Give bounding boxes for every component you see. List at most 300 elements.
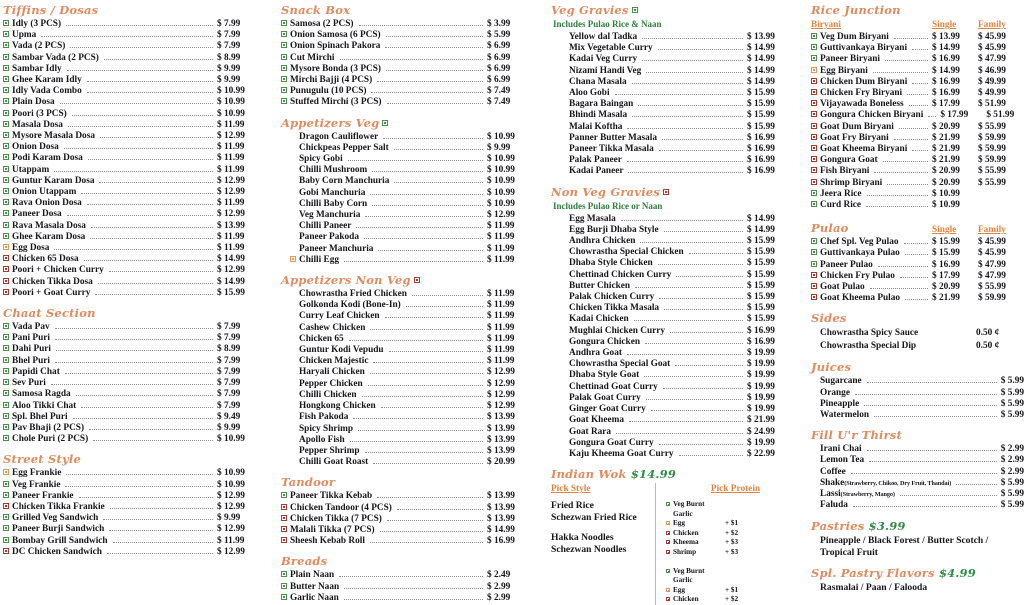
menu-item[interactable] — [551, 66, 793, 77]
veg-marker-icon — [3, 379, 9, 385]
item-price: $ 12.99 — [217, 265, 245, 276]
protein-name: Chicken — [673, 595, 699, 604]
menu-item[interactable] — [551, 144, 793, 155]
menu-item[interactable] — [551, 337, 793, 348]
menu-item[interactable] — [281, 401, 533, 412]
menu-item[interactable] — [811, 388, 1024, 399]
item-name: Goat Rara — [569, 426, 612, 437]
menu-item[interactable] — [3, 367, 263, 378]
menu-item[interactable] — [551, 427, 793, 438]
leader-dots — [66, 474, 213, 475]
menu-item[interactable] — [551, 122, 793, 133]
menu-item[interactable] — [811, 88, 1024, 99]
nonveg-marker-icon — [666, 550, 670, 554]
menu-item[interactable] — [3, 187, 263, 198]
section-title-pastries — [811, 520, 1024, 533]
menu-item[interactable] — [3, 41, 263, 52]
menu-item[interactable] — [3, 480, 263, 491]
leader-dots — [344, 588, 483, 589]
section-title-fill-ur-thirst: Fill U'r Thirst — [811, 428, 903, 443]
wok-protein-option[interactable] — [666, 586, 805, 596]
menu-item[interactable] — [811, 455, 1024, 466]
item-list-chaat — [3, 322, 275, 445]
menu-item[interactable] — [551, 370, 793, 381]
item-price-family: $ 55.99 — [978, 177, 1006, 188]
menu-item[interactable] — [811, 110, 1024, 121]
blank-marker-icon — [290, 200, 296, 206]
veg-marker-icon — [281, 76, 287, 82]
item-price-single: $ 10.99 — [932, 188, 960, 199]
menu-item[interactable] — [281, 356, 533, 367]
menu-item[interactable] — [281, 424, 533, 435]
nonveg-marker-icon — [281, 504, 287, 510]
menu-item[interactable] — [811, 467, 1024, 478]
menu-item[interactable] — [281, 53, 533, 64]
menu-item[interactable] — [551, 270, 793, 281]
menu-item[interactable] — [811, 54, 1024, 65]
menu-item[interactable] — [3, 288, 263, 299]
menu-item[interactable] — [551, 258, 793, 269]
menu-item[interactable] — [281, 41, 533, 52]
menu-item[interactable] — [281, 593, 533, 604]
menu-item[interactable] — [551, 292, 793, 303]
wok-style-option[interactable]: Schezwan Fried Rice — [551, 511, 637, 523]
item-price: $ 10.99 — [487, 131, 515, 142]
egg-marker-icon — [290, 256, 296, 262]
menu-item[interactable] — [281, 244, 533, 255]
menu-item[interactable] — [811, 66, 1024, 77]
menu-item[interactable] — [281, 345, 533, 356]
menu-item[interactable] — [3, 131, 263, 142]
menu-item[interactable] — [3, 53, 263, 64]
item-price: $ 10.99 — [217, 86, 245, 97]
item-price: $ 19.99 — [747, 370, 775, 381]
leader-dots — [638, 105, 743, 106]
leader-dots — [378, 250, 483, 251]
leader-dots — [41, 36, 213, 37]
menu-item[interactable] — [551, 225, 793, 236]
nonveg-marker-icon — [3, 255, 9, 261]
wok-style-option[interactable]: Schezwan Noodles — [551, 543, 627, 555]
veg-marker-icon — [666, 569, 670, 573]
menu-item[interactable] — [281, 210, 533, 221]
leader-dots — [90, 238, 213, 239]
leader-dots — [634, 320, 743, 321]
menu-item[interactable] — [551, 415, 793, 426]
wok-protein-option[interactable] — [666, 529, 805, 539]
item-price: $ 6.99 — [487, 63, 511, 74]
menu-item[interactable] — [551, 314, 793, 325]
menu-item[interactable] — [3, 524, 263, 535]
veg-marker-icon — [3, 537, 9, 543]
menu-item[interactable] — [3, 513, 263, 524]
menu-item[interactable] — [3, 265, 263, 276]
item-variants: (Strawberry, Mango) — [840, 491, 895, 499]
menu-item[interactable] — [3, 165, 263, 176]
menu-item[interactable] — [3, 109, 263, 120]
blank-marker-icon — [560, 248, 566, 254]
menu-item[interactable] — [281, 86, 533, 97]
leader-dots — [87, 204, 213, 205]
menu-item[interactable] — [3, 64, 263, 75]
menu-item[interactable] — [811, 144, 1024, 155]
menu-item[interactable] — [281, 536, 533, 547]
blank-marker-icon — [560, 259, 566, 265]
leader-dots — [912, 49, 928, 50]
leader-dots — [659, 150, 743, 151]
menu-item[interactable] — [551, 393, 793, 404]
menu-item[interactable] — [811, 271, 1024, 282]
menu-item[interactable] — [3, 277, 263, 288]
menu-item[interactable] — [551, 77, 793, 88]
item-name: Grilled Veg Sandwich — [12, 513, 99, 524]
menu-item[interactable] — [551, 247, 793, 258]
menu-item[interactable] — [551, 99, 793, 110]
egg-marker-icon — [666, 588, 670, 592]
wok-protein-option[interactable] — [666, 519, 805, 529]
menu-item[interactable] — [811, 99, 1024, 110]
menu-item[interactable] — [281, 491, 533, 502]
menu-item[interactable] — [811, 478, 1024, 489]
item-name: Rava Onion Dosa — [12, 198, 82, 209]
item-price: $ 11.99 — [217, 198, 245, 209]
menu-item[interactable] — [281, 514, 533, 525]
menu-item[interactable] — [3, 536, 263, 547]
menu-item[interactable] — [551, 236, 793, 247]
menu-item[interactable] — [3, 19, 263, 30]
leader-dots — [98, 283, 213, 284]
menu-item[interactable] — [3, 243, 263, 254]
menu-item[interactable] — [811, 237, 1024, 248]
section-label: Non Veg Gravies — [551, 184, 660, 199]
leader-dots — [873, 72, 928, 73]
menu-item[interactable] — [3, 401, 263, 412]
item-price: $ 15.99 — [747, 88, 775, 99]
item-price: 0.50 ¢ — [976, 341, 1000, 352]
menu-item[interactable] — [551, 54, 793, 65]
menu-item[interactable] — [3, 75, 263, 86]
item-price: $ 11.99 — [487, 322, 515, 333]
blank-marker-icon — [290, 245, 296, 251]
item-name: Paneer Burji Sandwich — [12, 524, 105, 535]
menu-item[interactable] — [281, 64, 533, 75]
leader-dots — [65, 373, 213, 374]
section-title-tandoor: Tandoor — [281, 475, 336, 490]
menu-item[interactable] — [551, 449, 793, 460]
item-price: $ 9.49 — [217, 411, 241, 422]
menu-item[interactable] — [281, 232, 533, 243]
menu-item[interactable] — [281, 188, 533, 199]
wok-protein-option[interactable] — [666, 548, 805, 558]
blank-marker-icon — [290, 189, 296, 195]
wok-protein-option[interactable] — [666, 595, 805, 605]
leader-dots — [353, 418, 483, 419]
menu-item[interactable] — [281, 97, 533, 108]
menu-item[interactable] — [3, 30, 263, 41]
menu-item[interactable] — [811, 122, 1024, 133]
menu-item[interactable] — [3, 434, 263, 445]
menu-item[interactable] — [551, 110, 793, 121]
wok-protein-option[interactable] — [666, 538, 805, 548]
item-name: Orange — [820, 387, 850, 398]
menu-item[interactable] — [281, 132, 533, 143]
leader-dots — [867, 382, 997, 383]
menu-item[interactable] — [3, 176, 263, 187]
item-name: Chilli Chicken — [299, 389, 357, 400]
nonveg-marker-icon — [3, 266, 9, 272]
protein-upcharge: + $3 — [725, 538, 739, 547]
menu-item[interactable] — [281, 503, 533, 514]
item-name: Paneer Biryani — [820, 54, 880, 65]
menu-item[interactable] — [281, 334, 533, 345]
item-price-family: $ 59.99 — [978, 132, 1006, 143]
menu-item[interactable] — [551, 43, 793, 54]
veg-gravies-note: Includes Pulao Rice & Naan — [553, 19, 662, 29]
leader-dots — [110, 508, 213, 509]
item-name: Samosa Ragda — [12, 389, 71, 400]
item-price: $ 12.99 — [217, 501, 245, 512]
item-name: Andhra Chicken — [569, 236, 636, 247]
menu-item[interactable] — [281, 255, 533, 266]
item-name: Paneer Tikka Masala — [569, 144, 654, 155]
item-price: $ 11.99 — [217, 535, 245, 546]
item-price: $ 11.99 — [487, 221, 515, 232]
item-name: Egg Frankie — [12, 468, 62, 479]
blank-marker-icon — [560, 145, 566, 151]
menu-item[interactable] — [551, 303, 793, 314]
item-name: Chettinad Chicken Curry — [569, 269, 672, 280]
leader-dots — [658, 49, 743, 50]
menu-item[interactable] — [811, 376, 1024, 387]
item-price-family: $ 51.99 — [978, 99, 1006, 110]
blank-marker-icon — [290, 402, 296, 408]
menu-item[interactable] — [3, 198, 263, 209]
menu-item[interactable] — [3, 389, 263, 400]
menu-item[interactable] — [811, 282, 1024, 293]
menu-item[interactable] — [551, 382, 793, 393]
menu-item[interactable] — [811, 189, 1024, 200]
wok-protein-option[interactable] — [666, 567, 805, 586]
leader-dots — [389, 351, 483, 352]
menu-item[interactable] — [811, 248, 1024, 259]
blank-marker-icon — [560, 78, 566, 84]
menu-item[interactable] — [551, 32, 793, 43]
menu-item[interactable] — [551, 88, 793, 99]
spacer — [551, 523, 649, 532]
menu-item[interactable] — [3, 333, 263, 344]
menu-item[interactable] — [281, 323, 533, 334]
leader-dots — [887, 184, 928, 185]
menu-item[interactable] — [281, 582, 533, 593]
item-list-biryani — [811, 32, 1024, 211]
menu-item[interactable] — [281, 412, 533, 423]
menu-item[interactable] — [811, 32, 1024, 43]
veg-marker-icon — [3, 20, 9, 26]
menu-item[interactable] — [811, 444, 1024, 455]
item-price: $ 10.99 — [217, 468, 245, 479]
menu-item[interactable] — [3, 142, 263, 153]
menu-item[interactable] — [551, 214, 793, 225]
blank-marker-icon — [560, 134, 566, 140]
menu-item[interactable] — [811, 166, 1024, 177]
wok-style-option[interactable]: Hakka Noodles — [551, 532, 614, 544]
item-name: Pepper Chicken — [299, 378, 363, 389]
veg-marker-icon — [3, 334, 9, 340]
leader-dots — [54, 171, 213, 172]
menu-item[interactable] — [281, 143, 533, 154]
menu-item[interactable] — [281, 199, 533, 210]
leader-dots — [81, 407, 213, 408]
wok-protein-option[interactable] — [666, 500, 805, 519]
menu-item[interactable] — [281, 289, 533, 300]
veg-marker-icon — [281, 31, 287, 37]
item-name: Malali Tikka (7 PCS) — [290, 524, 375, 535]
pastries-flavors: Pineapple / Black Forest / Butter Scotch / Tropical Fruit — [820, 534, 989, 558]
menu-item[interactable] — [3, 232, 263, 243]
menu-column-2 — [275, 0, 545, 603]
menu-item[interactable] — [281, 154, 533, 165]
leader-dots — [385, 317, 483, 318]
menu-item[interactable] — [551, 166, 793, 177]
menu-item[interactable] — [3, 491, 263, 502]
item-name: Aloo Gobi — [569, 88, 610, 99]
menu-item[interactable] — [3, 86, 263, 97]
item-price: $ 6.99 — [487, 41, 511, 52]
blank-marker-icon — [560, 439, 566, 445]
item-name: Chicken Tikka Masala — [569, 303, 660, 314]
leader-dots — [87, 81, 213, 82]
menu-item[interactable] — [3, 502, 263, 513]
blank-marker-icon — [560, 226, 566, 232]
veg-marker-icon — [281, 54, 287, 60]
menu-item[interactable] — [281, 379, 533, 390]
menu-item[interactable] — [3, 120, 263, 131]
menu-item[interactable] — [3, 547, 263, 558]
spl-pastry-price: $4.99 — [938, 565, 976, 580]
menu-item[interactable] — [551, 404, 793, 415]
leader-dots — [344, 599, 483, 600]
item-name: Mysore Masala Dosa — [12, 131, 95, 142]
menu-item[interactable] — [811, 43, 1024, 54]
leader-dots — [107, 553, 213, 554]
blank-marker-icon — [290, 413, 296, 419]
menu-item[interactable] — [281, 19, 533, 30]
blank-marker-icon — [290, 436, 296, 442]
menu-item[interactable] — [3, 412, 263, 423]
leader-dots — [928, 116, 936, 117]
menu-item[interactable] — [3, 378, 263, 389]
menu-item[interactable] — [3, 468, 263, 479]
menu-item[interactable] — [3, 356, 263, 367]
menu-item[interactable] — [281, 176, 533, 187]
item-name: Paneer Tikka Kebab — [290, 491, 373, 502]
item-name: Sheesh Kebab Roll — [290, 536, 365, 547]
pick-style-label: Pick Style — [551, 484, 591, 495]
menu-item[interactable] — [3, 97, 263, 108]
menu-item[interactable] — [551, 438, 793, 449]
menu-item[interactable] — [811, 178, 1024, 189]
menu-item[interactable] — [811, 340, 1024, 353]
menu-item[interactable] — [281, 457, 533, 468]
menu-item[interactable] — [551, 326, 793, 337]
menu-item[interactable] — [281, 525, 533, 536]
nonveg-marker-icon — [811, 111, 817, 117]
menu-item[interactable] — [281, 221, 533, 232]
menu-item[interactable] — [3, 209, 263, 220]
item-name: Gongura Goat Curry — [569, 437, 654, 448]
menu-item[interactable] — [3, 423, 263, 434]
item-price: $ 12.99 — [487, 367, 515, 378]
menu-item[interactable] — [281, 367, 533, 378]
menu-item[interactable] — [811, 133, 1024, 144]
menu-item[interactable] — [811, 260, 1024, 271]
veg-marker-icon — [3, 65, 9, 71]
menu-item[interactable] — [3, 322, 263, 333]
wok-style-option[interactable]: Fried Rice — [551, 500, 594, 512]
menu-item[interactable] — [811, 77, 1024, 88]
menu-item[interactable] — [281, 300, 533, 311]
menu-item[interactable] — [811, 410, 1024, 421]
menu-item[interactable] — [281, 75, 533, 86]
menu-item[interactable] — [811, 200, 1024, 211]
item-name: Egg Dosa — [12, 243, 50, 254]
menu-item[interactable] — [811, 293, 1024, 304]
menu-item[interactable] — [551, 155, 793, 166]
menu-item[interactable] — [551, 133, 793, 144]
menu-item[interactable] — [281, 165, 533, 176]
menu-item[interactable] — [281, 435, 533, 446]
menu-item[interactable] — [281, 311, 533, 322]
menu-item[interactable] — [281, 446, 533, 457]
menu-item[interactable] — [551, 359, 793, 370]
item-price: $ 9.99 — [217, 75, 241, 86]
leader-dots — [867, 450, 997, 451]
menu-item[interactable] — [811, 399, 1024, 410]
blank-marker-icon — [560, 293, 566, 299]
item-price-family: $ 49.99 — [978, 88, 1006, 99]
leader-dots — [642, 60, 743, 61]
section-title-indian-wok — [551, 468, 805, 481]
leader-dots — [372, 171, 483, 172]
menu-item[interactable] — [811, 155, 1024, 166]
leader-dots — [853, 506, 997, 507]
menu-item[interactable] — [3, 344, 263, 355]
menu-item[interactable] — [3, 153, 263, 164]
menu-column-3 — [545, 0, 805, 604]
menu-item[interactable] — [3, 254, 263, 265]
menu-item[interactable] — [281, 390, 533, 401]
item-price-single: $ 15.99 — [932, 237, 960, 248]
item-price: $ 12.99 — [217, 187, 245, 198]
menu-item[interactable] — [811, 500, 1024, 511]
item-price: $ 13.99 — [747, 32, 775, 42]
blank-marker-icon — [290, 380, 296, 386]
menu-item[interactable] — [551, 281, 793, 292]
menu-item[interactable] — [281, 30, 533, 41]
menu-item[interactable] — [3, 221, 263, 232]
menu-item[interactable] — [811, 327, 1024, 340]
spl-pastry-flavors: Rasmalai / Paan / Falooda — [820, 581, 928, 593]
item-name: Bagara Baingan — [569, 99, 634, 110]
item-price: $ 19.99 — [747, 404, 775, 415]
menu-item[interactable] — [551, 348, 793, 359]
nonveg-marker-icon — [663, 189, 669, 195]
section-title-non-veg-gravies — [551, 186, 805, 199]
menu-item[interactable] — [281, 570, 533, 581]
item-price-single: $ 14.99 — [932, 65, 960, 76]
menu-item[interactable] — [811, 489, 1024, 500]
item-list-sides — [811, 327, 1024, 353]
